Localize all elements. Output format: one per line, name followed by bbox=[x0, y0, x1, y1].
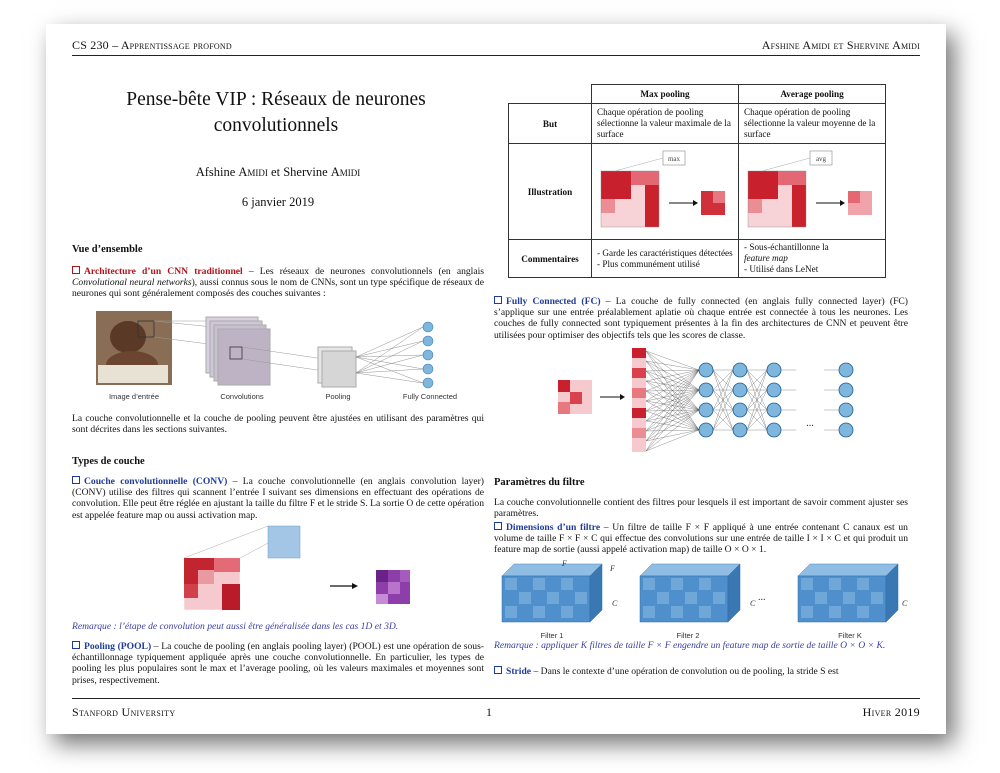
pool-paragraph: Pooling (POOL) – La couche de pooling (en anglais pooling layer) (POOL) est une opération de sous-échantillonnage typiquement appliquée après une couche convolutionnelle. En particulier, les types de pooling les plus populaires sont le max et l’average pooling, où les valeurs maximales et moyennes sont prises, respectivement. bbox=[72, 641, 485, 686]
svg-text:Fully Connected: Fully Connected bbox=[402, 392, 458, 401]
section-overview: Vue d’ensemble bbox=[72, 244, 143, 255]
pooling-table: Max pooling Average pooling But Chaque opération de pooling sélectionne la valeur maximale de la surface Chaque opération de pooling sélectionne la valeur moyenne de la surface Illustration max avg Commentaires - Garde les caractéristiques détectées - Plus communément utilisé - Sous-échantillonne la feature map - Utilisé dans LeNet bbox=[508, 84, 886, 278]
svg-text:Image d’entrée: Image d’entrée bbox=[108, 392, 160, 401]
svg-text:max: max bbox=[667, 155, 681, 163]
conv-remark: Remarque : l’étape de convolution peut aussi être généralisée dans les cas 1D et 3D. bbox=[72, 621, 399, 632]
svg-text:C: C bbox=[902, 599, 908, 608]
footer-left: Stanford University bbox=[72, 705, 176, 719]
conv-input-grid bbox=[184, 558, 240, 610]
footer-rule bbox=[72, 698, 920, 699]
svg-text:F: F bbox=[610, 564, 615, 573]
svg-text:F: F bbox=[562, 559, 567, 568]
document-page bbox=[46, 24, 946, 734]
filter-dimensions-figure bbox=[498, 558, 912, 642]
max-pooling-illustration bbox=[592, 144, 739, 240]
page-number: 1 bbox=[486, 705, 493, 719]
svg-text:C: C bbox=[612, 599, 618, 608]
section-layer-types: Types de couche bbox=[72, 456, 145, 467]
section-filter-params: Paramètres du filtre bbox=[494, 477, 585, 488]
overview-after-text: La couche convolutionnelle et la couche de pooling peuvent être ajustées en utilisant des paramètres qui sont décrites dans les sections suivantes. bbox=[72, 413, 484, 436]
filter-intro: La couche convolutionnelle contient des filtres pour lesquels il est important de savoir comment ajuster ses paramètres. bbox=[494, 497, 908, 520]
svg-text:Filter 1: Filter 1 bbox=[540, 631, 564, 640]
date: 6 janvier 2019 bbox=[241, 195, 315, 209]
filter-remark: Remarque : appliquer K filtres de taille F × F engendre un feature map de sortie de taille O × O × K. bbox=[494, 640, 886, 651]
svg-text:C: C bbox=[750, 599, 756, 608]
svg-text:Filter K: Filter K bbox=[838, 631, 862, 640]
conv-paragraph: Couche convolutionnelle (CONV) – La couche convolutionnelle (en anglais convolution layer) (CONV) utilise des filtres qui scannent l’entrée I suivant ses dimensions en effectuant des opérations de convolution. Elle peut être réglée en ajustant la taille du filtre F et le stride S. La sortie O de cette opération est appelée feature map ou aussi activation map. bbox=[72, 476, 485, 521]
svg-text:Convolutions: Convolutions bbox=[220, 392, 264, 401]
footer-right: Hiver 2019 bbox=[862, 705, 920, 719]
svg-text:...: ... bbox=[758, 592, 766, 603]
cnn-architecture-figure bbox=[82, 307, 482, 402]
stride-paragraph: Stride – Dans le contexte d’une opération de convolution ou de pooling, la stride S est bbox=[494, 666, 908, 677]
svg-text:avg: avg bbox=[815, 155, 827, 163]
document-title: Pense-bête VIP : Réseaux de neurones convolutionnels bbox=[126, 89, 426, 136]
svg-text:Filter 2: Filter 2 bbox=[676, 631, 700, 640]
authors: Afshine Amidi et Shervine Amidi bbox=[195, 165, 361, 179]
header-rule bbox=[72, 55, 920, 56]
header-left: CS 230 – Apprentissage profond bbox=[72, 38, 232, 52]
fc-paragraph: Fully Connected (FC) – La couche de fully connected (en anglais fully connected layer) (FC) s’applique sur une entrée préalablement aplatie où chaque entrée est connectée à tous les neurones. Les couches de fully connected sont typiquement présentes à la fin des architectures de CNN et peuvent être utilisées pour optimiser des objectifs tels que les scores de classe. bbox=[494, 296, 908, 341]
header-right: Afshine Amidi et Shervine Amidi bbox=[761, 38, 920, 52]
activation-map bbox=[376, 570, 416, 610]
flattened-vector bbox=[632, 348, 646, 452]
filter-dim-paragraph: Dimensions d’un filtre – Un filtre de taille F × F appliqué à une entrée contenant C canaux est un volume de taille F × F × C qui effectue des convolutions sur une entrée de taille I × I × C et qui produit un feature map de sortie (aussi appelé activation map) de taille O × O × 1. bbox=[494, 522, 908, 556]
svg-text:Pooling: Pooling bbox=[325, 392, 351, 401]
col-average-pooling: Average pooling bbox=[739, 85, 886, 104]
average-pooling-illustration bbox=[739, 144, 886, 240]
arch-paragraph: Architecture d’un CNN traditionnel – Les réseaux de neurones convolutionnels (en anglais Convolutional neural networks), aussi connus sous le nom de CNNs, sont un type spécifique de réseaux de neurones qui sont généralement composés des couches suivantes : bbox=[72, 266, 484, 300]
col-max-pooling: Max pooling bbox=[592, 85, 739, 104]
svg-text:...: ... bbox=[806, 418, 814, 429]
convolution-figure bbox=[182, 524, 382, 614]
fully-connected-figure bbox=[556, 346, 876, 456]
